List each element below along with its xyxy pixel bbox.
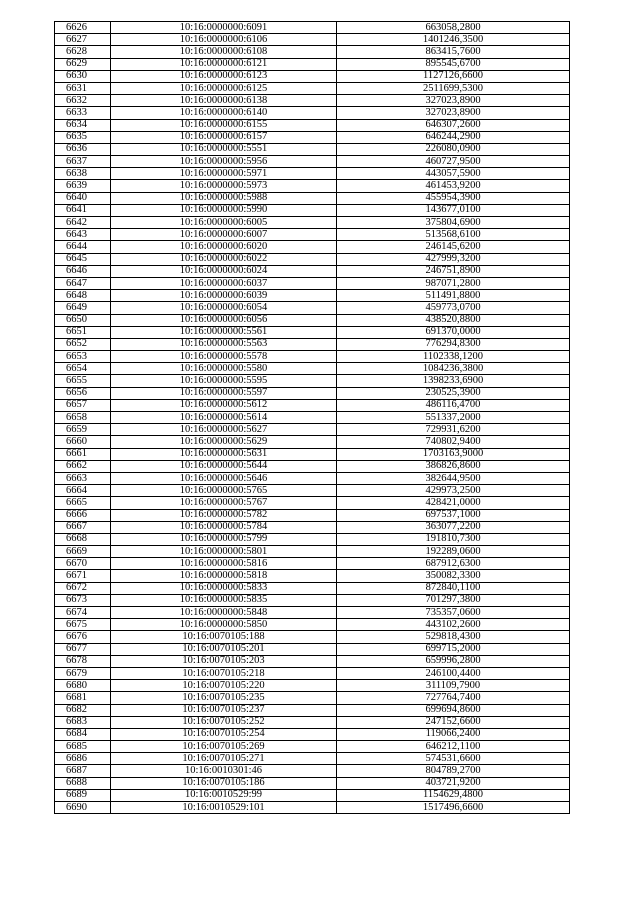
cadastral-value-cell: 659996,2800 [337, 655, 570, 667]
cadastral-number-cell: 10:16:0000000:6007 [111, 229, 337, 241]
row-number-cell: 6679 [55, 667, 111, 679]
table-row [55, 387, 570, 399]
cadastral-number-cell: 10:16:0000000:5956 [111, 156, 337, 168]
cadastral-value-cell: 1127126,6600 [337, 70, 570, 82]
cadastral-number-cell: 10:16:0000000:5644 [111, 460, 337, 472]
row-number-cell: 6645 [55, 253, 111, 265]
table-row [55, 70, 570, 82]
table-row [55, 338, 570, 350]
row-number-cell: 6644 [55, 241, 111, 253]
cadastral-value-cell: 699694,8600 [337, 704, 570, 716]
table-row [55, 22, 570, 34]
cadastral-number-cell: 10:16:0010301:46 [111, 765, 337, 777]
table-row [55, 302, 570, 314]
cadastral-value-cell: 663058,2800 [337, 22, 570, 34]
table-row [55, 229, 570, 241]
cadastral-number-cell: 10:16:0070105:186 [111, 777, 337, 789]
row-number-cell: 6631 [55, 82, 111, 94]
row-number-cell: 6630 [55, 70, 111, 82]
table-row [55, 436, 570, 448]
row-number-cell: 6687 [55, 765, 111, 777]
cadastral-number-cell: 10:16:0000000:5818 [111, 570, 337, 582]
cadastral-number-cell: 10:16:0000000:5551 [111, 143, 337, 155]
cadastral-number-cell: 10:16:0000000:5850 [111, 619, 337, 631]
cadastral-value-cell: 699715,2000 [337, 643, 570, 655]
table-row [55, 716, 570, 728]
row-number-cell: 6681 [55, 692, 111, 704]
row-number-cell: 6659 [55, 424, 111, 436]
cadastral-value-cell: 226080,0900 [337, 143, 570, 155]
row-number-cell: 6634 [55, 119, 111, 131]
row-number-cell: 6635 [55, 131, 111, 143]
row-number-cell: 6657 [55, 399, 111, 411]
cadastral-number-cell: 10:16:0000000:5631 [111, 448, 337, 460]
cadastral-number-cell: 10:16:0070105:252 [111, 716, 337, 728]
row-number-cell: 6685 [55, 741, 111, 753]
table-row [55, 46, 570, 58]
cadastral-value-cell: 327023,8900 [337, 95, 570, 107]
table-row [55, 95, 570, 107]
cadastral-value-cell: 804789,2700 [337, 765, 570, 777]
cadastral-number-cell: 10:16:0000000:5801 [111, 546, 337, 558]
cadastral-value-cell: 987071,2800 [337, 277, 570, 289]
row-number-cell: 6667 [55, 521, 111, 533]
cadastral-number-cell: 10:16:0070105:188 [111, 631, 337, 643]
cadastral-value-cell: 438520,8800 [337, 314, 570, 326]
row-number-cell: 6669 [55, 546, 111, 558]
row-number-cell: 6680 [55, 680, 111, 692]
row-number-cell: 6683 [55, 716, 111, 728]
row-number-cell: 6632 [55, 95, 111, 107]
table-row [55, 667, 570, 679]
table-row [55, 619, 570, 631]
cadastral-value-cell: 311109,7900 [337, 680, 570, 692]
cadastral-number-cell: 10:16:0000000:5578 [111, 351, 337, 363]
table-row [55, 424, 570, 436]
row-number-cell: 6665 [55, 497, 111, 509]
table-row [55, 265, 570, 277]
cadastral-number-cell: 10:16:0000000:5614 [111, 412, 337, 424]
row-number-cell: 6661 [55, 448, 111, 460]
cadastral-value-cell: 192289,0600 [337, 546, 570, 558]
table-row [55, 326, 570, 338]
cadastral-value-cell: 646307,2600 [337, 119, 570, 131]
cadastral-number-cell: 10:16:0000000:6037 [111, 277, 337, 289]
cadastral-number-cell: 10:16:0070105:271 [111, 753, 337, 765]
table-row [55, 180, 570, 192]
cadastral-value-cell: 1084236,3800 [337, 363, 570, 375]
cadastral-number-cell: 10:16:0000000:5767 [111, 497, 337, 509]
cadastral-value-cell: 1401246,3500 [337, 34, 570, 46]
cadastral-number-cell: 10:16:0010529:101 [111, 802, 337, 814]
cadastral-value-cell: 461453,9200 [337, 180, 570, 192]
cadastral-number-cell: 10:16:0000000:5990 [111, 204, 337, 216]
row-number-cell: 6629 [55, 58, 111, 70]
table-row [55, 34, 570, 46]
table-row [55, 521, 570, 533]
cadastral-value-cell: 646244,2900 [337, 131, 570, 143]
table-row [55, 448, 570, 460]
cadastral-value-cell: 1398233,6900 [337, 375, 570, 387]
cadastral-number-cell: 10:16:0000000:6005 [111, 217, 337, 229]
table-row [55, 777, 570, 789]
cadastral-value-cell: 455954,3900 [337, 192, 570, 204]
row-number-cell: 6675 [55, 619, 111, 631]
cadastral-number-cell: 10:16:0010529:99 [111, 789, 337, 801]
table-row [55, 509, 570, 521]
cadastral-value-cell: 327023,8900 [337, 107, 570, 119]
row-number-cell: 6660 [55, 436, 111, 448]
table-row [55, 156, 570, 168]
table-row [55, 460, 570, 472]
row-number-cell: 6673 [55, 594, 111, 606]
table-row [55, 290, 570, 302]
table-row [55, 728, 570, 740]
row-number-cell: 6676 [55, 631, 111, 643]
table-row [55, 607, 570, 619]
table-row [55, 570, 570, 582]
table-row [55, 582, 570, 594]
row-number-cell: 6640 [55, 192, 111, 204]
table-row [55, 168, 570, 180]
table-row [55, 643, 570, 655]
cadastral-value-cell: 246751,8900 [337, 265, 570, 277]
table-row [55, 119, 570, 131]
cadastral-number-cell: 10:16:0000000:6022 [111, 253, 337, 265]
cadastral-value-cell: 551337,2000 [337, 412, 570, 424]
cadastral-value-cell: 363077,2200 [337, 521, 570, 533]
cadastral-number-cell: 10:16:0000000:6121 [111, 58, 337, 70]
table-row [55, 107, 570, 119]
cadastral-value-cell: 428421,0000 [337, 497, 570, 509]
cadastral-number-cell: 10:16:0000000:5988 [111, 192, 337, 204]
table-row [55, 533, 570, 545]
table-row [55, 558, 570, 570]
cadastral-number-cell: 10:16:0000000:5765 [111, 485, 337, 497]
cadastral-value-cell: 701297,3800 [337, 594, 570, 606]
cadastral-value-cell: 727764,7400 [337, 692, 570, 704]
cadastral-number-cell: 10:16:0000000:5835 [111, 594, 337, 606]
cadastral-number-cell: 10:16:0000000:6056 [111, 314, 337, 326]
table-row [55, 217, 570, 229]
cadastral-number-cell: 10:16:0000000:5971 [111, 168, 337, 180]
cadastral-value-cell: 529818,4300 [337, 631, 570, 643]
table-row [55, 58, 570, 70]
cadastral-value-cell: 143677,0100 [337, 204, 570, 216]
row-number-cell: 6686 [55, 753, 111, 765]
table-row [55, 546, 570, 558]
row-number-cell: 6650 [55, 314, 111, 326]
cadastral-value-cell: 443057,5900 [337, 168, 570, 180]
row-number-cell: 6658 [55, 412, 111, 424]
row-number-cell: 6682 [55, 704, 111, 716]
row-number-cell: 6626 [55, 22, 111, 34]
cadastral-number-cell: 10:16:0000000:5782 [111, 509, 337, 521]
cadastral-value-cell: 646212,1100 [337, 741, 570, 753]
row-number-cell: 6656 [55, 387, 111, 399]
cadastral-number-cell: 10:16:0070105:220 [111, 680, 337, 692]
cadastral-number-cell: 10:16:0000000:6108 [111, 46, 337, 58]
row-number-cell: 6636 [55, 143, 111, 155]
row-number-cell: 6666 [55, 509, 111, 521]
cadastral-number-cell: 10:16:0000000:6140 [111, 107, 337, 119]
cadastral-value-cell: 895545,6700 [337, 58, 570, 70]
cadastral-number-cell: 10:16:0000000:5833 [111, 582, 337, 594]
table-row [55, 497, 570, 509]
row-number-cell: 6664 [55, 485, 111, 497]
row-number-cell: 6651 [55, 326, 111, 338]
cadastral-number-cell: 10:16:0000000:6138 [111, 95, 337, 107]
cadastral-number-cell: 10:16:0070105:218 [111, 667, 337, 679]
cadastral-value-cell: 246100,4400 [337, 667, 570, 679]
row-number-cell: 6652 [55, 338, 111, 350]
cadastral-value-cell: 459773,0700 [337, 302, 570, 314]
cadastral-value-cell: 1703163,9000 [337, 448, 570, 460]
table-row [55, 753, 570, 765]
row-number-cell: 6670 [55, 558, 111, 570]
table-body [55, 22, 570, 814]
cadastral-value-cell: 191810,7300 [337, 533, 570, 545]
cadastral-value-cell: 513568,6100 [337, 229, 570, 241]
row-number-cell: 6638 [55, 168, 111, 180]
table-row [55, 472, 570, 484]
cadastral-value-cell: 1517496,6600 [337, 802, 570, 814]
cadastral-value-cell: 427999,3200 [337, 253, 570, 265]
cadastral-number-cell: 10:16:0070105:201 [111, 643, 337, 655]
table-row [55, 375, 570, 387]
table-row [55, 399, 570, 411]
cadastral-value-cell: 574531,6600 [337, 753, 570, 765]
cadastral-value-cell: 740802,9400 [337, 436, 570, 448]
cadastral-number-cell: 10:16:0070105:254 [111, 728, 337, 740]
cadastral-number-cell: 10:16:0000000:5612 [111, 399, 337, 411]
table-row [55, 655, 570, 667]
cadastral-number-cell: 10:16:0000000:6106 [111, 34, 337, 46]
cadastral-number-cell: 10:16:0000000:5595 [111, 375, 337, 387]
cadastral-number-cell: 10:16:0000000:6091 [111, 22, 337, 34]
cadastral-number-cell: 10:16:0070105:269 [111, 741, 337, 753]
cadastral-number-cell: 10:16:0070105:237 [111, 704, 337, 716]
cadastral-value-table [54, 21, 570, 814]
table-row [55, 765, 570, 777]
cadastral-number-cell: 10:16:0070105:235 [111, 692, 337, 704]
row-number-cell: 6633 [55, 107, 111, 119]
table-row [55, 131, 570, 143]
cadastral-value-cell: 872840,1100 [337, 582, 570, 594]
row-number-cell: 6678 [55, 655, 111, 667]
cadastral-value-cell: 691370,0000 [337, 326, 570, 338]
row-number-cell: 6649 [55, 302, 111, 314]
row-number-cell: 6653 [55, 351, 111, 363]
cadastral-value-cell: 735357,0600 [337, 607, 570, 619]
cadastral-number-cell: 10:16:0000000:6024 [111, 265, 337, 277]
row-number-cell: 6642 [55, 217, 111, 229]
row-number-cell: 6674 [55, 607, 111, 619]
cadastral-number-cell: 10:16:0000000:5799 [111, 533, 337, 545]
cadastral-value-cell: 486116,4700 [337, 399, 570, 411]
table-row [55, 204, 570, 216]
cadastral-value-cell: 687912,6300 [337, 558, 570, 570]
cadastral-value-cell: 1154629,4800 [337, 789, 570, 801]
row-number-cell: 6672 [55, 582, 111, 594]
cadastral-number-cell: 10:16:0000000:6039 [111, 290, 337, 302]
table-row [55, 692, 570, 704]
cadastral-number-cell: 10:16:0000000:5627 [111, 424, 337, 436]
table-row [55, 351, 570, 363]
cadastral-number-cell: 10:16:0000000:5580 [111, 363, 337, 375]
row-number-cell: 6689 [55, 789, 111, 801]
cadastral-value-cell: 375804,6900 [337, 217, 570, 229]
row-number-cell: 6677 [55, 643, 111, 655]
row-number-cell: 6668 [55, 533, 111, 545]
table-row [55, 741, 570, 753]
row-number-cell: 6643 [55, 229, 111, 241]
cadastral-number-cell: 10:16:0000000:5784 [111, 521, 337, 533]
table-row [55, 314, 570, 326]
cadastral-value-cell: 382644,9500 [337, 472, 570, 484]
row-number-cell: 6637 [55, 156, 111, 168]
row-number-cell: 6662 [55, 460, 111, 472]
table-row [55, 704, 570, 716]
cadastral-value-cell: 1102338,1200 [337, 351, 570, 363]
cadastral-value-cell: 429973,2500 [337, 485, 570, 497]
cadastral-value-cell: 403721,9200 [337, 777, 570, 789]
row-number-cell: 6663 [55, 472, 111, 484]
cadastral-number-cell: 10:16:0070105:203 [111, 655, 337, 667]
table-row [55, 680, 570, 692]
cadastral-number-cell: 10:16:0000000:6125 [111, 82, 337, 94]
cadastral-value-cell: 119066,2400 [337, 728, 570, 740]
table-row [55, 363, 570, 375]
cadastral-value-cell: 247152,6600 [337, 716, 570, 728]
cadastral-number-cell: 10:16:0000000:5629 [111, 436, 337, 448]
row-number-cell: 6646 [55, 265, 111, 277]
row-number-cell: 6654 [55, 363, 111, 375]
table-row [55, 631, 570, 643]
cadastral-value-cell: 460727,9500 [337, 156, 570, 168]
row-number-cell: 6641 [55, 204, 111, 216]
cadastral-value-cell: 863415,7600 [337, 46, 570, 58]
table-row [55, 802, 570, 814]
table-row [55, 485, 570, 497]
row-number-cell: 6690 [55, 802, 111, 814]
row-number-cell: 6628 [55, 46, 111, 58]
row-number-cell: 6655 [55, 375, 111, 387]
cadastral-value-cell: 697537,1000 [337, 509, 570, 521]
table-row [55, 594, 570, 606]
row-number-cell: 6688 [55, 777, 111, 789]
cadastral-number-cell: 10:16:0000000:6155 [111, 119, 337, 131]
cadastral-value-cell: 443102,2600 [337, 619, 570, 631]
table-row [55, 277, 570, 289]
cadastral-number-cell: 10:16:0000000:5973 [111, 180, 337, 192]
cadastral-value-cell: 350082,3300 [337, 570, 570, 582]
row-number-cell: 6684 [55, 728, 111, 740]
table-row [55, 412, 570, 424]
cadastral-number-cell: 10:16:0000000:5646 [111, 472, 337, 484]
cadastral-number-cell: 10:16:0000000:5563 [111, 338, 337, 350]
cadastral-value-cell: 230525,3900 [337, 387, 570, 399]
cadastral-number-cell: 10:16:0000000:5561 [111, 326, 337, 338]
table-row [55, 253, 570, 265]
cadastral-value-cell: 386826,8600 [337, 460, 570, 472]
cadastral-number-cell: 10:16:0000000:5816 [111, 558, 337, 570]
table-row [55, 241, 570, 253]
cadastral-value-cell: 246145,6200 [337, 241, 570, 253]
cadastral-value-cell: 776294,8300 [337, 338, 570, 350]
cadastral-value-cell: 511491,8800 [337, 290, 570, 302]
table-row [55, 789, 570, 801]
cadastral-number-cell: 10:16:0000000:5848 [111, 607, 337, 619]
table-row [55, 143, 570, 155]
row-number-cell: 6671 [55, 570, 111, 582]
cadastral-number-cell: 10:16:0000000:5597 [111, 387, 337, 399]
cadastral-value-cell: 729931,6200 [337, 424, 570, 436]
table-row [55, 82, 570, 94]
row-number-cell: 6627 [55, 34, 111, 46]
cadastral-number-cell: 10:16:0000000:6020 [111, 241, 337, 253]
cadastral-number-cell: 10:16:0000000:6157 [111, 131, 337, 143]
row-number-cell: 6648 [55, 290, 111, 302]
cadastral-number-cell: 10:16:0000000:6054 [111, 302, 337, 314]
row-number-cell: 6639 [55, 180, 111, 192]
cadastral-value-cell: 2511699,5300 [337, 82, 570, 94]
cadastral-number-cell: 10:16:0000000:6123 [111, 70, 337, 82]
table-row [55, 192, 570, 204]
row-number-cell: 6647 [55, 277, 111, 289]
